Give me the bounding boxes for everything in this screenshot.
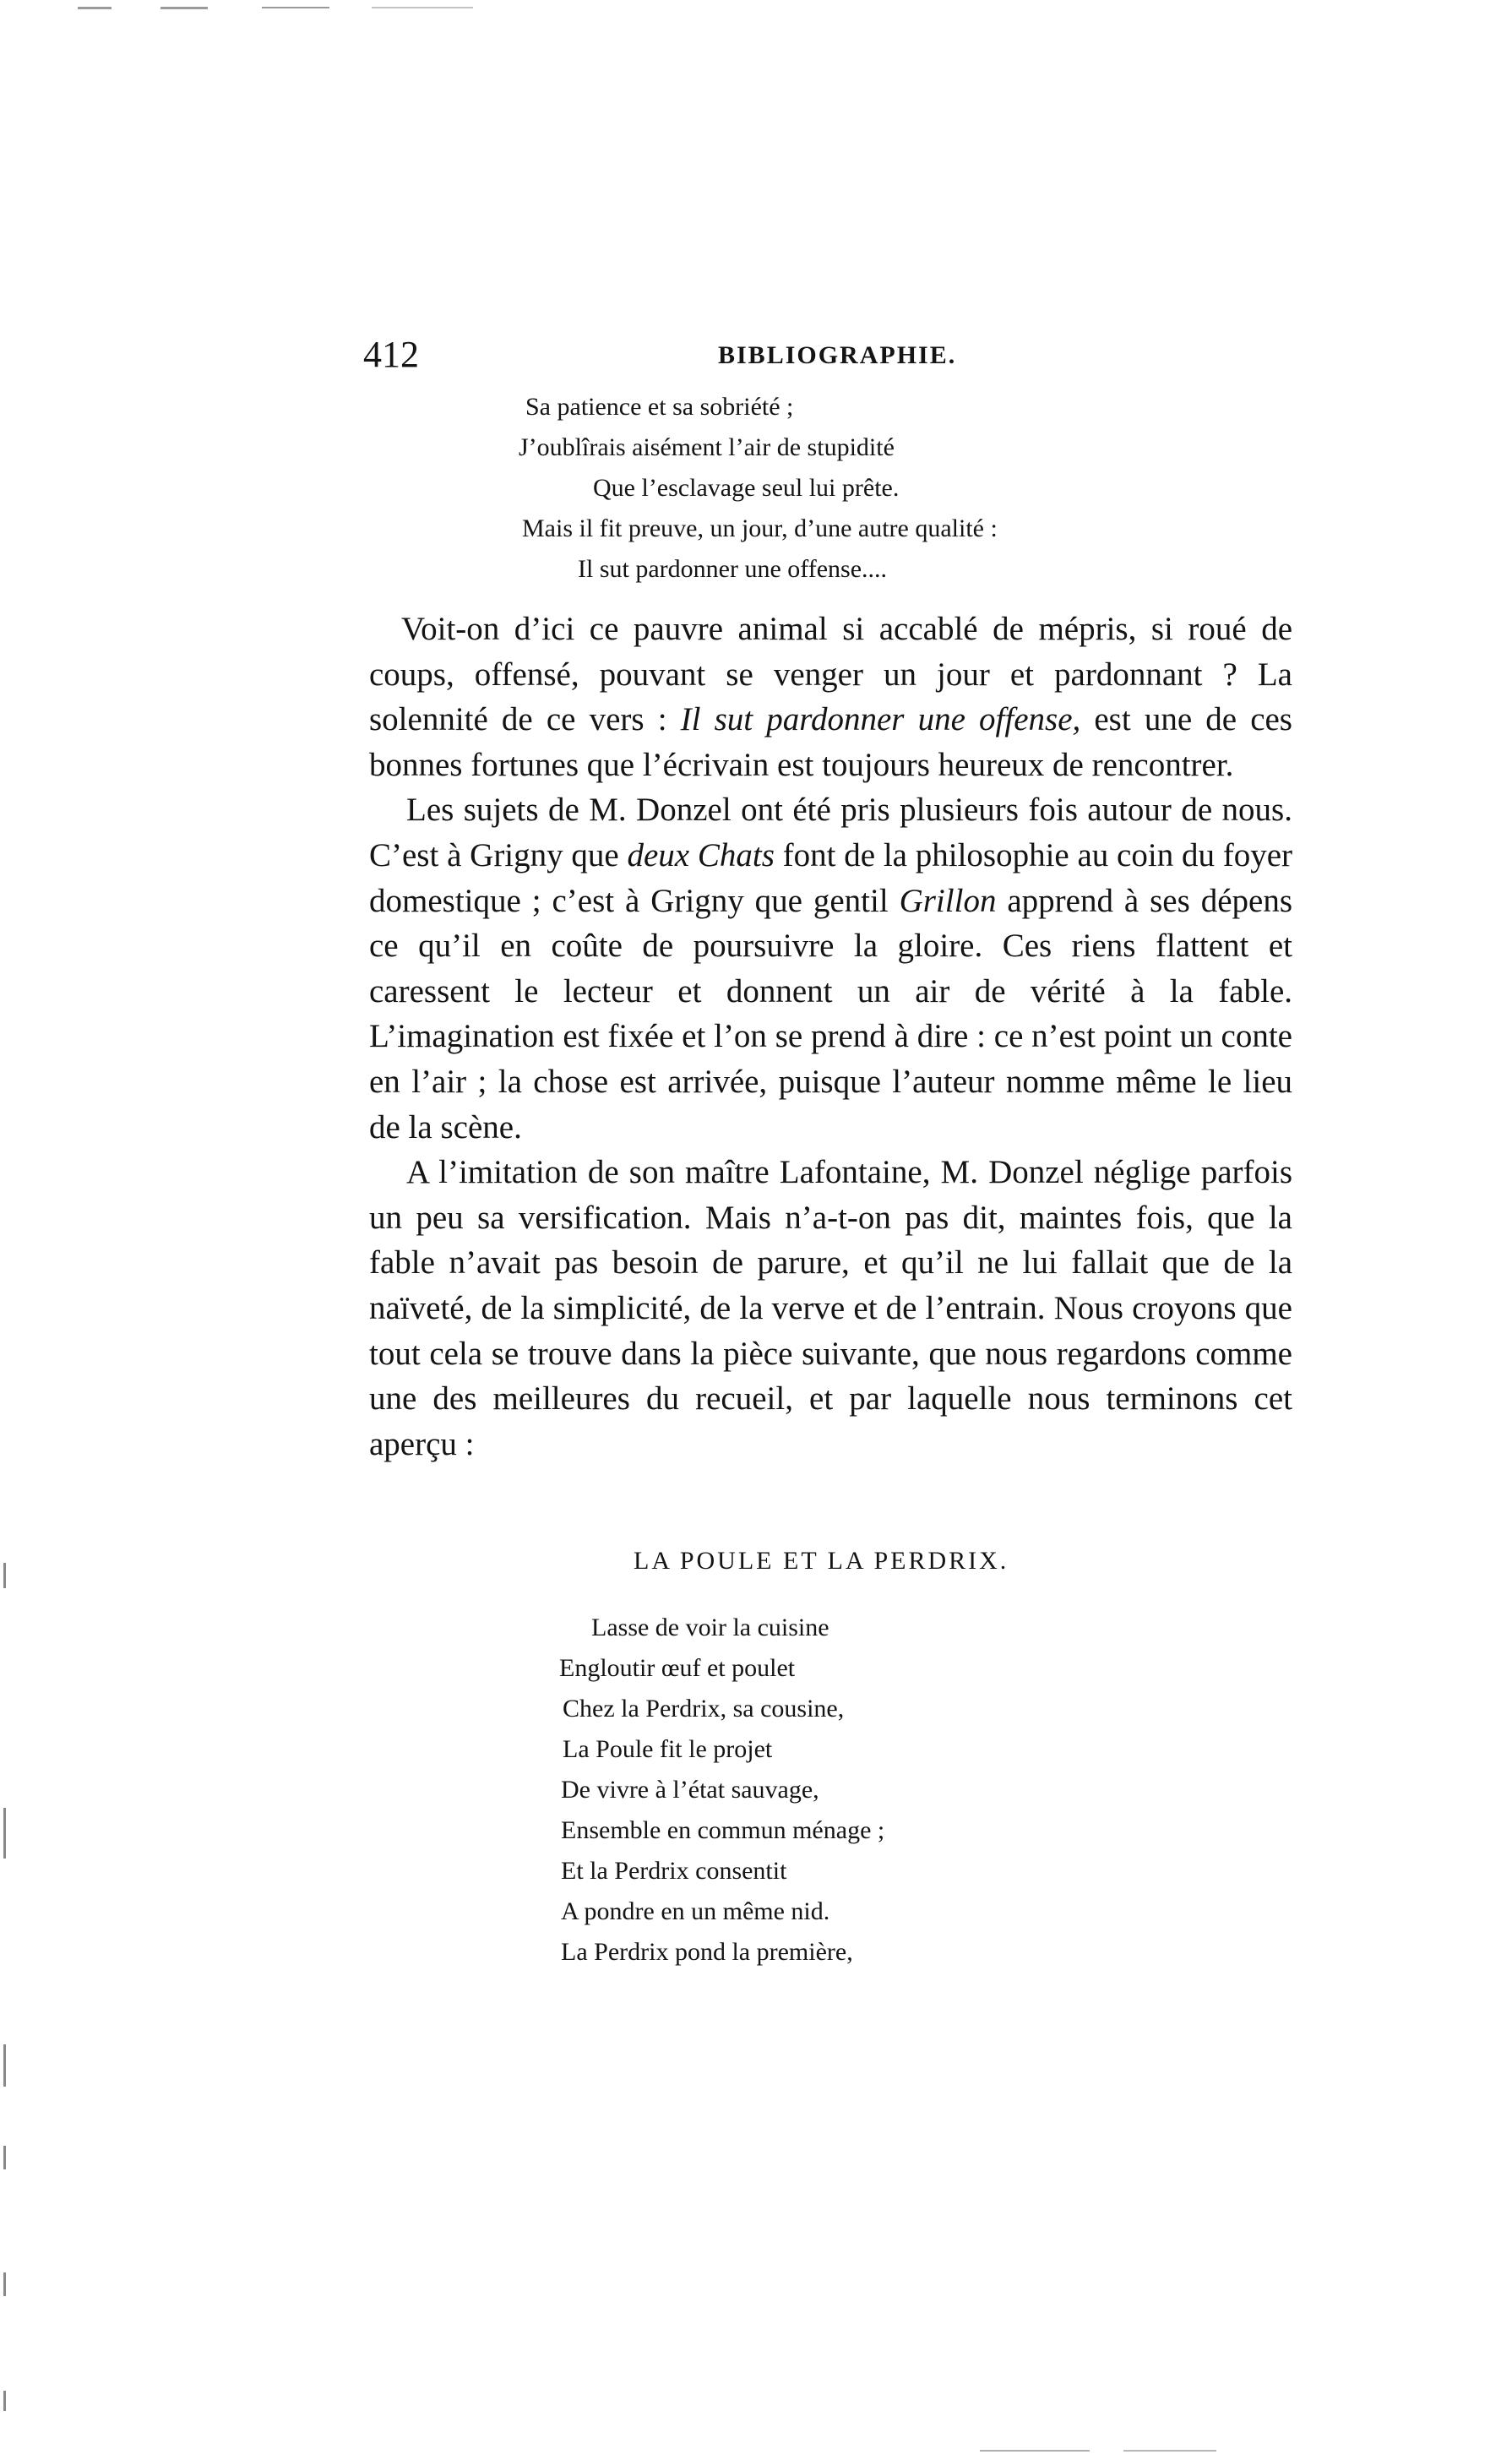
paragraph-text: est une de ces bonnes fortunes que l’écrivain est toujours heureux de rencontrer. bbox=[369, 701, 1292, 783]
body-text bbox=[369, 607, 1292, 1467]
verse-line: Il sut pardonner une offense.... bbox=[578, 555, 888, 583]
scan-artifact bbox=[3, 1808, 6, 1859]
paragraph-text: font de la philosophie au coin du foyer domestique ; c’est à Grigny que gentil bbox=[369, 836, 1293, 919]
running-head: BIBLIOGRAPHIE. bbox=[718, 341, 957, 369]
verse-line: J’oublîrais aisément l’air de stupidité bbox=[519, 433, 895, 461]
scan-artifact bbox=[3, 2146, 6, 2169]
verse-line: Engloutir œuf et poulet bbox=[559, 1654, 796, 1682]
scan-artifact bbox=[3, 1563, 6, 1588]
verse-line: La Perdrix pond la première, bbox=[561, 1938, 853, 1966]
verse-line: De vivre à l’état sauvage, bbox=[561, 1776, 819, 1804]
verse-line: Que l’esclavage seul lui prête. bbox=[593, 474, 900, 502]
paragraph bbox=[369, 607, 1292, 787]
scan-artifact bbox=[1123, 2450, 1216, 2452]
scan-artifact bbox=[3, 2044, 6, 2087]
scan-artifact bbox=[980, 2450, 1090, 2452]
paragraph: A l’imitation de son maître Lafontaine, M. Donzel néglige parfois un peu sa versification. Mais n’a-t-on pas dit, maintes fois, que la fable n’avait pas besoin de parure, et qu’il ne lui fallait que de la naïveté, de la simplicité, de la verve et de l’entrain. Nous croyons que tout cela se trouve dans la pièce suivante, que nous regardons comme une des meilleures du recueil, et par laquelle nous terminons cet aperçu : bbox=[369, 1154, 1292, 1462]
verse-line: La Poule fit le projet bbox=[563, 1735, 773, 1763]
scan-artifact bbox=[78, 7, 111, 9]
verse-line: Ensemble en commun ménage ; bbox=[561, 1816, 885, 1844]
paragraph bbox=[369, 787, 1292, 1150]
paragraph-text: Les sujets de M. Donzel ont été pris plusieurs fois autour de nous. C’est à Grigny que bbox=[369, 792, 1292, 874]
fable-title: LA POULE ET LA PERDRIX. bbox=[634, 1547, 1009, 1575]
page-header bbox=[363, 334, 1309, 376]
verse-line: Lasse de voir la cuisine bbox=[591, 1614, 829, 1641]
page-number: 412 bbox=[363, 334, 419, 375]
scan-artifact bbox=[3, 2272, 6, 2296]
italic-quote: Il sut pardonner une offense, bbox=[680, 701, 1081, 738]
verse-line: Chez la Perdrix, sa cousine, bbox=[563, 1695, 845, 1723]
italic-title: Grillon bbox=[899, 882, 997, 919]
scan-artifact bbox=[3, 2391, 6, 2411]
verse-line: Sa patience et sa sobriété ; bbox=[525, 393, 794, 421]
paragraph-text: apprend à ses dépens ce qu’il en coûte de poursuivre la gloire. Ces riens flattent et caressent le lecteur et donnent un air de vérité à la fable. L’imagination est fixée et l’on se prend à dire : ce n’est point un conte en l’air ; la chose est arrivée, puisque l’auteur nomme même le lieu de la scène. bbox=[369, 882, 1292, 1146]
verse-line: Et la Perdrix consentit bbox=[561, 1857, 787, 1885]
scan-artifact bbox=[372, 7, 473, 8]
italic-title: deux Chats bbox=[627, 836, 775, 874]
scan-artifact bbox=[262, 7, 329, 8]
verse-line: Mais il fit preuve, un jour, d’une autre qualité : bbox=[522, 514, 998, 542]
verse-line: A pondre en un même nid. bbox=[561, 1897, 830, 1925]
paragraph-text: Voit-on d’ici ce pauvre animal si accablé de mépris, si roué de coups, offensé, pouvant se venger un jour et pardonnant ? La solennité de ce vers : bbox=[369, 611, 1292, 738]
scan-artifact bbox=[160, 7, 208, 9]
